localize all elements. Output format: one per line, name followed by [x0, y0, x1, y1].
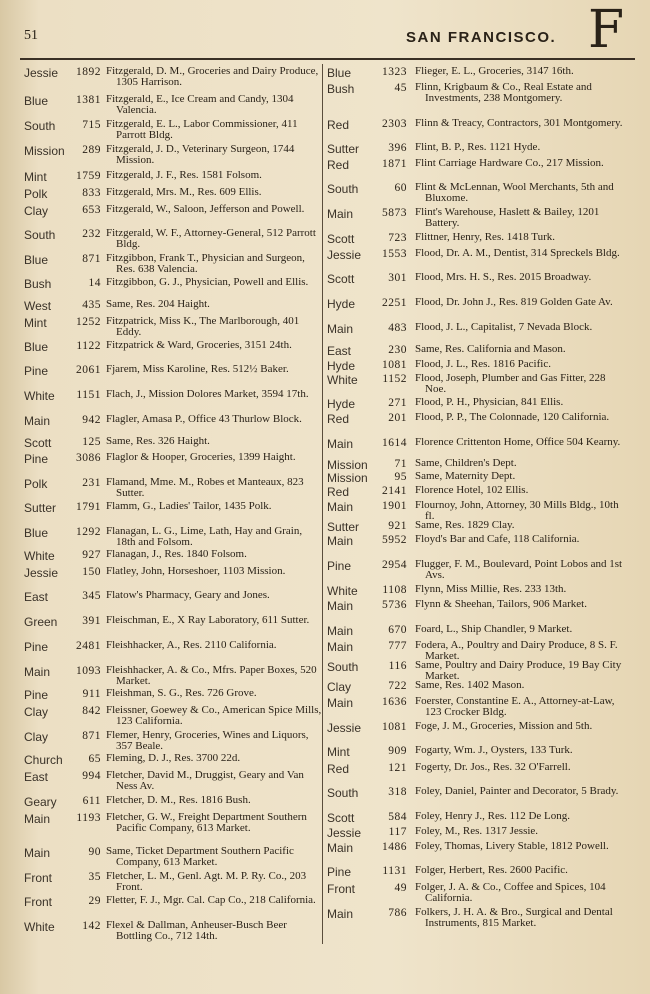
exchange-name: Main	[24, 665, 51, 679]
phone-number: 116	[388, 660, 407, 672]
listing-text: Fleishhacker, A., Res. 2110 California.	[106, 639, 277, 651]
exchange-name: Main	[327, 696, 354, 710]
phone-number: 289	[82, 144, 101, 156]
exchange-name: Blue	[24, 94, 49, 108]
exchange-name: Polk	[24, 187, 48, 201]
exchange-name: White	[24, 920, 55, 934]
phone-number: 1081	[382, 721, 407, 733]
listing-text: Same, Maternity Dept.	[415, 470, 516, 482]
listing-text: Flanagan, L. G., Lime, Lath, Hay and Grain, 18th and Folsom.	[106, 525, 303, 548]
phone-number: 1131	[382, 865, 407, 877]
phone-number: 670	[388, 624, 407, 636]
phone-number: 65	[88, 753, 101, 765]
listing-text: Fletcher, David M., Druggist, Geary and Van Ness Av.	[106, 769, 304, 792]
exchange-name: Mission	[24, 144, 65, 158]
phone-number: 1553	[382, 248, 407, 260]
exchange-name: Pine	[327, 559, 352, 573]
exchange-name: South	[327, 182, 359, 196]
listing-text: Fitzpatrick, Miss K., The Marlborough, 401 Eddy.	[106, 315, 300, 338]
listing-text: Same, Ticket Department Southern Pacific Company, 613 Market.	[106, 845, 294, 868]
phone-number: 232	[82, 228, 101, 240]
phone-number: 45	[394, 82, 407, 94]
phone-number: 927	[82, 549, 101, 561]
listing-text: Fodera, A., Poultry and Dairy Produce, 8 S. F. Market.	[415, 639, 618, 662]
listing-text: Foley, Thomas, Livery Stable, 1812 Powell.	[415, 840, 609, 852]
listing-text: Foard, L., Ship Chandler, 9 Market.	[415, 623, 573, 635]
exchange-name: South	[24, 228, 56, 242]
listing-text: Flint's Warehouse, Haslett & Bailey, 1201 Battery.	[415, 206, 600, 229]
listing-text: Fitzpatrick & Ward, Groceries, 3151 24th.	[106, 339, 292, 351]
listing-text: Same, Res. California and Mason.	[415, 343, 566, 355]
exchange-name: Blue	[24, 253, 49, 267]
exchange-name: Clay	[24, 730, 49, 744]
exchange-name: White	[327, 373, 358, 387]
phone-number: 396	[388, 142, 407, 154]
phone-number: 2481	[76, 640, 101, 652]
listing-text: Flamm, G., Ladies' Tailor, 1435 Polk.	[106, 500, 272, 512]
listing-text: Flood, Mrs. H. S., Res. 2015 Broadway.	[415, 271, 592, 283]
listing-text: Fogerty, Dr. Jos., Res. 32 O'Farrell.	[415, 761, 571, 773]
phone-number: 871	[82, 253, 101, 265]
exchange-name: Front	[24, 895, 53, 909]
listing-text: Fitzgerald, J. F., Res. 1581 Folsom.	[106, 169, 262, 181]
listing-text: Folger, J. A. & Co., Coffee and Spices, 104 California.	[415, 881, 606, 904]
phone-number: 2954	[382, 559, 407, 571]
exchange-name: Clay	[24, 204, 49, 218]
listing-text: Foley, Henry J., Res. 112 De Long.	[415, 810, 570, 822]
phone-number: 1486	[382, 841, 407, 853]
exchange-name: Main	[24, 812, 51, 826]
listing-text: Fleissner, Goewey & Co., American Spice Mills, 123 California.	[106, 704, 322, 727]
exchange-name: Polk	[24, 477, 48, 491]
phone-number: 29	[88, 895, 101, 907]
listing-text: Flinn, Krigbaum & Co., Real Estate and Investments, 238 Montgomery.	[415, 81, 592, 104]
listing-text: Florence Hotel, 102 Ellis.	[415, 484, 529, 496]
listing-text: Flagler, Amasa P., Office 43 Thurlow Block.	[106, 413, 302, 425]
phone-number: 231	[82, 477, 101, 489]
listing-text: Flood, Dr. A. M., Dentist, 314 Spreckels Bldg.	[415, 247, 620, 259]
exchange-name: Jessie	[24, 566, 59, 580]
listing-text: Floyd's Bar and Cafe, 118 California.	[415, 533, 580, 545]
phone-number: 1081	[382, 359, 407, 371]
exchange-name: Scott	[24, 436, 52, 450]
exchange-name: East	[24, 770, 49, 784]
listing-text: Fleming, D. J., Res. 3700 22d.	[106, 752, 241, 764]
phone-number: 715	[82, 119, 101, 131]
phone-number: 653	[82, 204, 101, 216]
phone-number: 1108	[382, 584, 407, 596]
running-head-city: SAN FRANCISCO.	[406, 29, 557, 46]
phone-number: 201	[388, 412, 407, 424]
phone-number: 301	[388, 272, 407, 284]
exchange-name: Main	[327, 437, 354, 451]
listing-text: Fitzgerald, E. L., Labor Commissioner, 411 Parrott Bldg.	[106, 118, 298, 141]
phone-number: 35	[88, 871, 101, 883]
listing-text: Fletter, F. J., Mgr. Cal. Cap Co., 218 California.	[106, 894, 316, 906]
phone-number: 1901	[382, 500, 407, 512]
listing-text: Fleishman, S. G., Res. 726 Grove.	[106, 687, 257, 699]
phone-number: 318	[388, 786, 407, 798]
phone-number: 1381	[76, 94, 101, 106]
phone-number: 5873	[382, 207, 407, 219]
phone-number: 871	[82, 730, 101, 742]
exchange-name: Main	[327, 500, 354, 514]
listing-text: Fitzgibbon, G. J., Physician, Powell and Ellis.	[106, 276, 309, 288]
listing-text: Flach, J., Mission Dolores Market, 3594 17th.	[106, 388, 309, 400]
phone-number: 49	[394, 882, 407, 894]
exchange-name: Sutter	[24, 501, 57, 515]
phone-number: 1151	[76, 389, 101, 401]
phone-number: 1791	[76, 501, 101, 513]
listing-text: Fletcher, L. M., Genl. Agt. M. P. Ry. Co., 203 Front.	[106, 870, 307, 893]
phone-number: 1636	[382, 696, 407, 708]
listing-text: Flatley, John, Horseshoer, 1103 Mission.	[106, 565, 286, 577]
exchange-name: Main	[327, 599, 354, 613]
listing-text: Flugger, F. M., Boulevard, Point Lobos and 1st Avs.	[415, 558, 623, 581]
exchange-name: Scott	[327, 272, 355, 286]
exchange-name: Main	[24, 414, 51, 428]
listing-text: Same, Res. 1829 Clay.	[415, 519, 515, 531]
exchange-name: Pine	[24, 364, 49, 378]
exchange-name: Main	[327, 207, 354, 221]
exchange-name: Main	[24, 846, 51, 860]
phone-number: 14	[88, 277, 101, 289]
listing-text: Fletcher, D. M., Res. 1816 Bush.	[106, 794, 251, 806]
phone-number: 1871	[382, 158, 407, 170]
exchange-name: Mint	[327, 745, 350, 759]
listing-text: Fitzgerald, W., Saloon, Jefferson and Powell.	[106, 203, 305, 215]
phone-number: 117	[388, 826, 407, 838]
listing-text: Flood, J. L., Capitalist, 7 Nevada Block.	[415, 321, 593, 333]
listing-text: Folkers, J. H. A. & Bro., Surgical and Dental Instruments, 815 Market.	[415, 906, 613, 929]
listing-text: Flood, J. L., Res. 1816 Pacific.	[415, 358, 551, 370]
phone-number: 1892	[76, 66, 101, 78]
listing-text: Flood, P. H., Physician, 841 Ellis.	[415, 396, 564, 408]
listing-text: Flood, P. P., The Colonnade, 120 California.	[415, 411, 610, 423]
exchange-name: Hyde	[327, 397, 356, 411]
phone-number: 1759	[76, 170, 101, 182]
exchange-name: Jessie	[327, 248, 362, 262]
exchange-name: Red	[327, 762, 350, 776]
phone-number: 435	[82, 299, 101, 311]
exchange-name: Front	[327, 882, 356, 896]
exchange-name: Mission	[327, 458, 368, 472]
listing-text: Flemer, Henry, Groceries, Wines and Liquors, 357 Beale.	[106, 729, 309, 752]
exchange-name: Green	[24, 615, 58, 629]
phone-number: 1614	[382, 437, 407, 449]
listing-text: Fleishhacker, A. & Co., Mfrs. Paper Boxes, 520 Market.	[106, 664, 317, 687]
listing-text: Flanagan, J., Res. 1840 Folsom.	[106, 548, 247, 560]
listing-text: Foley, Daniel, Painter and Decorator, 5 Brady.	[415, 785, 619, 797]
phone-number: 723	[388, 232, 407, 244]
phone-number: 1292	[76, 526, 101, 538]
listing-text: Fitzgerald, W. F., Attorney-General, 512 Parrott Bldg.	[106, 227, 316, 250]
listing-text: Flynn, Miss Millie, Res. 233 13th.	[415, 583, 567, 595]
phone-number: 1193	[76, 812, 101, 824]
listing-text: Same, Poultry and Dairy Produce, 19 Bay City Market.	[415, 659, 622, 682]
listing-text: Flood, Joseph, Plumber and Gas Fitter, 228 Noe.	[415, 372, 606, 395]
exchange-name: Scott	[327, 232, 355, 246]
exchange-name: Mint	[24, 316, 47, 330]
exchange-name: West	[24, 299, 52, 313]
exchange-name: Main	[327, 841, 354, 855]
listing-text: Same, Res. 326 Haight.	[106, 435, 210, 447]
phone-number: 95	[394, 471, 407, 483]
exchange-name: Pine	[24, 688, 49, 702]
exchange-name: Main	[327, 624, 354, 638]
phone-number: 611	[82, 795, 101, 807]
phone-number: 3086	[76, 452, 101, 464]
listing-text: Same, Children's Dept.	[415, 457, 517, 469]
exchange-name: Hyde	[327, 359, 356, 373]
exchange-name: Blue	[327, 66, 352, 80]
listing-text: Fitzgerald, D. M., Groceries and Dairy Produce, 1305 Harrison.	[106, 65, 319, 88]
listing-text: Fitzgerald, Mrs. M., Res. 609 Ellis.	[106, 186, 262, 198]
phone-number: 911	[82, 688, 101, 700]
listing-text: Fjarem, Miss Karoline, Res. 512½ Baker.	[106, 363, 289, 375]
phone-number: 1122	[76, 340, 101, 352]
listing-text: Fitzgibbon, Frank T., Physician and Surgeon, Res. 638 Valencia.	[106, 252, 305, 275]
phone-number: 483	[388, 322, 407, 334]
listing-text: Flinn & Treacy, Contractors, 301 Montgomery.	[415, 117, 623, 129]
exchange-name: Pine	[24, 452, 49, 466]
exchange-name: Hyde	[327, 297, 356, 311]
listing-text: Florence Crittenton Home, Office 504 Kearny.	[415, 436, 621, 448]
exchange-name: White	[24, 389, 55, 403]
phone-number: 921	[388, 520, 407, 532]
exchange-name: Red	[327, 158, 350, 172]
phone-number: 994	[82, 770, 101, 782]
phone-number: 909	[388, 745, 407, 757]
exchange-name: Front	[24, 871, 53, 885]
exchange-name: Jessie	[327, 721, 362, 735]
listing-text: Fitzgerald, J. D., Veterinary Surgeon, 1744 Mission.	[106, 143, 295, 166]
exchange-name: Main	[327, 907, 354, 921]
exchange-name: White	[24, 549, 55, 563]
listing-text: Flynn & Sheehan, Tailors, 906 Market.	[415, 598, 587, 610]
phone-number: 842	[82, 705, 101, 717]
listing-text: Fleischman, E., X Ray Laboratory, 611 Sutter.	[106, 614, 310, 626]
exchange-name: Bush	[327, 82, 355, 96]
exchange-name: Clay	[327, 680, 352, 694]
listing-text: Fletcher, G. W., Freight Department Southern Pacific Company, 613 Market.	[106, 811, 307, 834]
header-rule	[20, 58, 635, 60]
listing-text: Foerster, Constantine E. A., Attorney-at-Law, 123 Crocker Bldg.	[415, 695, 615, 718]
exchange-name: White	[327, 584, 358, 598]
exchange-name: Pine	[327, 865, 352, 879]
phone-number: 833	[82, 187, 101, 199]
listing-text: Foley, M., Res. 1317 Jessie.	[415, 825, 539, 837]
exchange-name: Pine	[24, 640, 49, 654]
page-number: 51	[24, 28, 38, 43]
listing-text: Flood, Dr. John J., Res. 819 Golden Gate Av.	[415, 296, 613, 308]
phone-number: 1252	[76, 316, 101, 328]
exchange-name: South	[24, 119, 56, 133]
listing-text: Flamand, Mme. M., Robes et Manteaux, 823 Sutter.	[106, 476, 304, 499]
phone-number: 150	[82, 566, 101, 578]
listing-text: Flint & McLennan, Wool Merchants, 5th and Bluxome.	[415, 181, 614, 204]
listing-text: Flieger, E. L., Groceries, 3147 16th.	[415, 65, 574, 77]
exchange-name: Blue	[24, 340, 49, 354]
phone-number: 90	[88, 846, 101, 858]
listing-text: Same, Res. 204 Haight.	[106, 298, 210, 310]
exchange-name: Sutter	[327, 142, 360, 156]
exchange-name: Mint	[24, 170, 47, 184]
phone-number: 142	[82, 920, 101, 932]
exchange-name: East	[327, 344, 352, 358]
phone-number: 125	[82, 436, 101, 448]
listing-text: Fitzgerald, E., Ice Cream and Candy, 1304 Valencia.	[106, 93, 294, 116]
phone-number: 584	[388, 811, 407, 823]
phone-number: 391	[82, 615, 101, 627]
phone-number: 942	[82, 414, 101, 426]
exchange-name: East	[24, 590, 49, 604]
exchange-name: Blue	[24, 526, 49, 540]
listing-text: Flexel & Dallman, Anheuser-Busch Beer Bottling Co., 712 14th.	[106, 919, 287, 942]
exchange-name: Clay	[24, 705, 49, 719]
exchange-name: Bush	[24, 277, 52, 291]
exchange-name: Main	[327, 322, 354, 336]
listing-text: Flint Carriage Hardware Co., 217 Mission.	[415, 157, 604, 169]
phone-number: 777	[388, 640, 407, 652]
exchange-name: Red	[327, 485, 350, 499]
exchange-name: Mission	[327, 471, 368, 485]
exchange-name: Sutter	[327, 520, 360, 534]
exchange-name: Red	[327, 118, 350, 132]
listing-text: Flittner, Henry, Res. 1418 Turk.	[415, 231, 556, 243]
exchange-name: Jessie	[24, 66, 59, 80]
phone-number: 2251	[382, 297, 407, 309]
listing-text: Folger, Herbert, Res. 2600 Pacific.	[415, 864, 568, 876]
exchange-name: Main	[327, 534, 354, 548]
phone-number: 5952	[382, 534, 407, 546]
listing-text: Same, Res. 1402 Mason.	[415, 679, 525, 691]
phone-number: 786	[388, 907, 407, 919]
phone-number: 722	[388, 680, 407, 692]
phone-number: 1152	[382, 373, 407, 385]
exchange-name: Jessie	[327, 826, 362, 840]
phone-number: 60	[394, 182, 407, 194]
phone-number: 1323	[382, 66, 407, 78]
exchange-name: Scott	[327, 811, 355, 825]
listing-text: Fogarty, Wm. J., Oysters, 133 Turk.	[415, 744, 573, 756]
phone-number: 2303	[382, 118, 407, 130]
phone-number: 271	[388, 397, 407, 409]
phone-number: 230	[388, 344, 407, 356]
exchange-name: South	[327, 786, 359, 800]
phone-number: 5736	[382, 599, 407, 611]
exchange-name: Church	[24, 753, 63, 767]
phone-number: 345	[82, 590, 101, 602]
listing-text: Flint, B. P., Res. 1121 Hyde.	[415, 141, 541, 153]
section-letter: F	[588, 0, 625, 60]
phone-number: 2141	[382, 485, 407, 497]
listing-text: Flournoy, John, Attorney, 30 Mills Bldg., 10th fl.	[415, 499, 619, 522]
listing-text: Flaglor & Hooper, Groceries, 1399 Haight.	[106, 451, 296, 463]
listing-text: Flatow's Pharmacy, Geary and Jones.	[106, 589, 270, 601]
phone-number: 2061	[76, 364, 101, 376]
exchange-name: Geary	[24, 795, 57, 809]
listing-text: Foge, J. M., Groceries, Mission and 5th.	[415, 720, 593, 732]
phone-number: 121	[388, 762, 407, 774]
phone-number: 71	[394, 458, 407, 470]
exchange-name: Main	[327, 640, 354, 654]
phone-number: 1093	[76, 665, 101, 677]
exchange-name: South	[327, 660, 359, 674]
exchange-name: Red	[327, 412, 350, 426]
